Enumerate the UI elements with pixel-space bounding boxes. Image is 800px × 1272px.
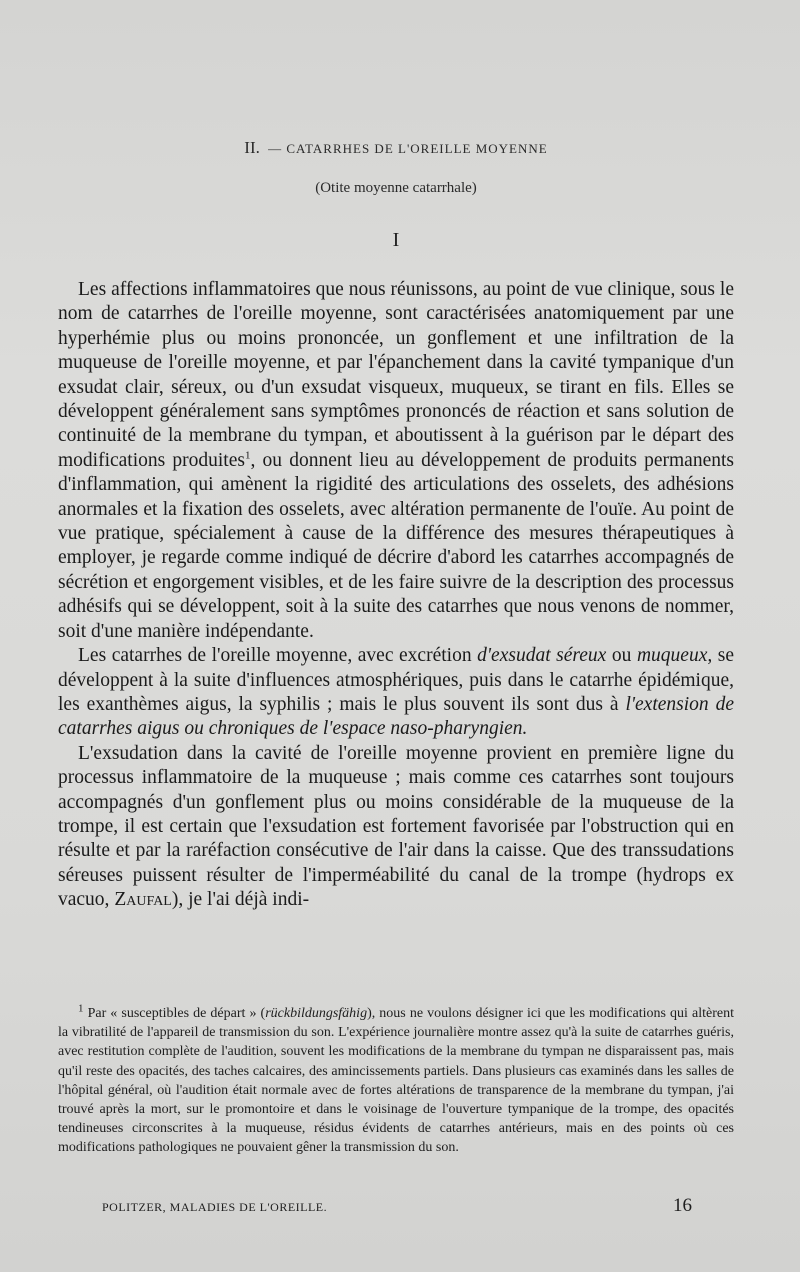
chapter-heading bbox=[58, 138, 734, 158]
section-number: I bbox=[392, 229, 400, 251]
paragraph-2-emphasis-1: d'exsudat séreux bbox=[477, 645, 607, 667]
footer-source: POLITZER, MALADIES DE L'OREILLE. bbox=[102, 1200, 328, 1214]
paragraph-3 bbox=[58, 742, 734, 913]
paragraph-2-text-c: se développent à la suite d'influences atmosphériques, puis dans le catarrhe épidémique, les exanthèmes aigus, la syphilis ; mais le plus souvent ils sont dus à bbox=[58, 645, 735, 715]
author-name-zaufal: Zaufal bbox=[114, 889, 172, 911]
footnote-paragraph bbox=[58, 1004, 734, 1158]
paragraph-2-text-a: Les catarrhes de l'oreille moyenne, avec excrétion bbox=[78, 645, 478, 667]
chapter-title: — CATARRHES DE L'OREILLE MOYENNE bbox=[268, 141, 548, 156]
paragraph-2 bbox=[58, 644, 734, 742]
footnote-emphasis: rückbildungsfähig bbox=[265, 1006, 368, 1021]
chapter-subtitle: (Otite moyenne catarrhale) bbox=[315, 180, 477, 196]
paragraph-1-continuation: , ou donnent lieu au développement de produits permanents d'inflammation, qui amènent la rigidité des articulations des osselets, des adhésions anormales et la fixation des osselets, avec altération permanente de l'ouïe. Au point de vue pratique, spécialement à cause de la différence des mesures thérapeutiques à employer, je regarde comme indiqué de décrire d'abord les catarrhes accompagnés de sécrétion et engorgement visibles, et de les faire suivre de la description des processus adhésifs qui se développent, soit à la suite des catarrhes que nous venons de nommer, soit d'une manière indépendante. bbox=[58, 449, 734, 642]
paragraph-1-text: Les affections inflammatoires que nous réunissons, au point de vue clinique, sous le nom de catarrhes de l'oreille moyenne, sont caractérisées anatomiquement par une hyperhémie plus ou moins prononcée, un gonflement et une infiltration de la muqueuse de l'oreille moyenne, et par l'épanchement dans la cavité tympanique d'un exsudat clair, séreux, ou d'un exsudat visqueux, muqueux, se tirant en fils. Elles se développent généralement sans symptômes prononcés de réaction et sans solution de continuité de la membrane du tympan, et aboutissent à la guérison par le départ des modifications produites bbox=[58, 279, 734, 471]
chapter-number: II. bbox=[244, 138, 260, 157]
paragraph-2-emphasis-2: muqueux, bbox=[636, 645, 713, 667]
body-text bbox=[58, 278, 734, 913]
paragraph-1 bbox=[58, 278, 734, 644]
paragraph-3-text-b: ), je l'ai déjà indi- bbox=[171, 889, 310, 911]
paragraph-2-emphasis-3: l'extension de catarrhes aigus ou chroniques de l'espace naso-pharyngien. bbox=[58, 693, 734, 740]
footnote bbox=[58, 1004, 734, 1158]
footnote-text-b: ), nous ne voulons désigner ici que les modifications qui altèrent la vibratilité de l'appareil de transmission du son. L'expérience journalière montre assez qu'à la suite de catarrhes guéris, avec restitution complète de l'audition, souvent les modifications de la membrane du tympan ne disparaissent pas, mais qu'il reste des opacités, des taches calcaires, des amincissements partiels. Dans plusieurs cas examinés dans les salles de l'hôpital général, où l'audition était normale avec de fortes altérations de transparence de la membrane du tympan, j'ai trouvé après la mort, sur le promontoire et dans le voisinage de l'ouverture tympanique de la trompe, des opacités tendineuses circonscrites à la muqueuse, résidus évidents de catarrhes antérieurs, mais en des points où ces modifications pathologiques ne pouvaient gêner la transmission du son. bbox=[58, 1006, 734, 1156]
paragraph-3-text-a: L'exsudation dans la cavité de l'oreille moyenne provient en première ligne du processus inflammatoire de la muqueuse ; mais comme ces catarrhes sont toujours accompagnés d'un gonflement plus ou moins considérable de la muqueuse de la trompe, il est certain que l'exsudation est fortement favorisée par l'obstruction qui en résulte et par la raréfaction consécutive de l'air dans la caisse. Que des transsudations séreuses puissent résulter de l'imperméabilité du canal de la trompe (hydrops ex vacuo, bbox=[58, 742, 734, 911]
paragraph-2-text-b: ou bbox=[606, 645, 637, 667]
footnote-reference: 1 bbox=[244, 449, 251, 462]
footnote-marker: 1 bbox=[78, 1002, 84, 1015]
page-number: 16 bbox=[673, 1195, 692, 1216]
footnote-text-a: Par « susceptibles de départ » ( bbox=[83, 1006, 266, 1021]
